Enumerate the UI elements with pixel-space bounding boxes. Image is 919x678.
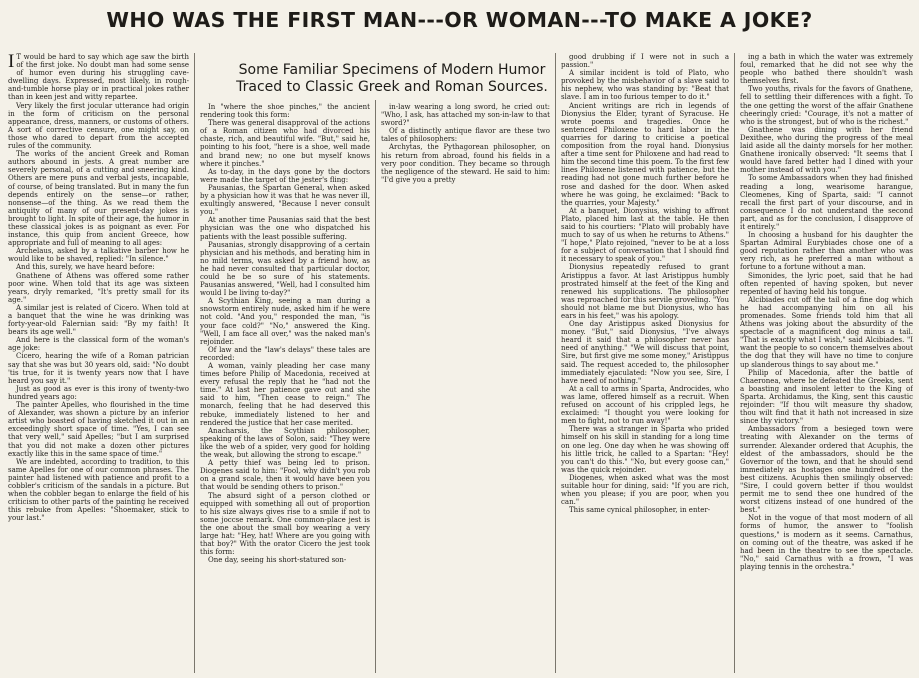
paragraph: At a banquet, Dionysius, wishing to affront Plato, placed him last at the table. He then said to his courtiers: "Plato will probably have much to say of us when he returns to Athens." "I hope," Plato rejoined, "never to be at a loss for a subject of conversation that I should find it necessary to speak of you."	[561, 206, 729, 264]
paragraph: in-law wearing a long sword, he cried out: "Who, I ask, has attached my son-in-law to that sword?"	[381, 103, 550, 128]
article-column-1	[8, 53, 189, 674]
paragraph: At another time Pausanias said that the best physician was the one who dispatched his patients with the least possible suffering.	[200, 216, 370, 241]
article-column-4	[561, 53, 729, 674]
paragraph: We are indebted, according to tradition, to this same Apelles for one of our common phrases. The painter had listened with patience and profit to a cobbler's criticism of the sandals in a picture. But when the cobbler began to enlarge the field of his criticism to other parts of the painting he received this rebuke from Apelles: "Shoemaker, stick to your last."	[8, 457, 189, 523]
paragraph: To some Ambassadors when they had finished reading a long, wearisome harangue, Cleomenes, King of Sparta, said: "I cannot recall the first part of your discourse, and in consequence I do not understand the second part, and as for the conclusion, I disapprove of it entirely."	[740, 174, 913, 231]
paragraph: There was a stranger in Sparta who prided himself on his skill in standing for a long time on one leg. One day when he was showing off his little trick, he called to a Spartan: "Hey! you can't do this." "No, but every goose can," was the quick rejoinder.	[561, 425, 729, 474]
paragraph: Archytas, the Pythagorean philosopher, on his return from abroad, found his fields in a very poor condition. They became so through the negligence of the steward. He said to him: "I'd give you a pretty	[381, 143, 550, 184]
paragraph: At a call to arms in Sparta, Androcides, who was lame, offered himself as a recruit. When refused on account of his crippled legs, he exclaimed: "I thought you were looking for men to fight, not to run away!"	[561, 384, 729, 426]
paragraph: Ambassadors from a besieged town were treating with Alexander on the terms of surrender. Alexander ordered that Acuphis, the eldest of the ambassadors, should be the Governor of the town, and that he should send immediately as hostages one hundred of the best citizens. Acuphis then smilingly observed: "Sire, I could govern better if thou wouldst permit me to send thee one hundred of the worst citizens instead of one hundred of the best."	[740, 425, 913, 515]
paragraph: Alcibiades cut off the tail of a fine dog which he had accompanying him on all his promenades. Some friends told him that all Athens was joking about the absurdity of the spectacle of a magnificent dog minus a tail. "That is exactly what I wish," said Alcibiades. "I want the people to so concern themselves about the dog that they will have no time to conjure up slanderous things to say about me."	[740, 295, 913, 369]
column-rule	[194, 53, 195, 673]
paragraph: The painter Apelles, who flourished in the time of Alexander, was shown a picture by an inferior artist who boasted of having sketched it out in an exceedingly short space of time. "Yes, I can see that very well," said Apelles; "but I am surprised that you did not make a dozen other pictures exactly like this in the same space of time."	[8, 401, 189, 458]
paragraph: There was general disapproval of the actions of a Roman citizen who had divorced his chaste, rich, and beautiful wife. "But," said he, pointing to his foot, "here is a shoe, well made and brand new; no one but myself knows where it pinches."	[200, 119, 370, 168]
article-column-2	[200, 103, 370, 674]
paragraph: A petty thief was being led to prison. Diogenes said to him: "Fool, why didn't you rob on a grand scale, then it would have been you that would be sending others to prison."	[200, 459, 370, 492]
paragraph: One day Aristippus asked Dionysius for money. "But," said Dionysius, "I've always heard it said that a philosopher never has need of anything." "We will discuss that point, Sire, but first give me some money," Aristippus said. The request acceded to, the philosopher immediately ejaculated: "Now you see, Sire, I have need of nothing."	[561, 320, 729, 385]
paragraph: Ancient writings are rich in legends of Dionysius the Elder, tyrant of Syracuse. He wrote poems and tragedies. Once he sentenced Philoxene to hard labor in the quarries for daring to criticise a poetical composition from the royal hand. Dionysius after a time sent for Philoxene and had read to him the second time this poem. To the first few lines Philoxene listened with patience, but the reading had not gone much further before he rose and dashed for the door. When asked where he was going, he exclaimed: "Back to the quarries, your Majesty."	[561, 101, 729, 207]
paragraph: A woman, vainly pleading her case many times before Philip of Macedonia, received at every refusal the reply that he "had not the time." At last her patience gave out and she said to him, "Then cease to reign." The monarch, feeling that he had deserved this rebuke, immediately listened to her and rendered the justice that her case merited.	[200, 362, 370, 427]
paragraph: In choosing a husband for his daughter the Spartan Admiral Eurybiades chose one of a good reputation rather than another who was very rich, as he preferred a man without a fortune to a fortune without a man.	[740, 231, 913, 272]
paragraph: Gnathene was dining with her friend Dexithee, who during the progress of the meal laid aside all the dainty morsels for her mother. Gnathene ironically observed: "It seems that I would have fared better had I dined with your mother instead of with you."	[740, 125, 913, 175]
lead-paragraph	[8, 53, 189, 102]
paragraph: A Scythian King, seeing a man during a snowstorm entirely nude, asked him if he were not cold. "And you," responded the man, "is your face cold?" "No," answered the King. "Well, I am face all over," was the naked man's rejoinder.	[200, 297, 370, 346]
article-headline: WHO WAS THE FIRST MAN---OR WOMAN---TO MAKE A JOKE?	[106, 8, 813, 32]
paragraph: Pausanias, the Spartan General, when asked by a physician how it was that he was never ill, exultingly answered, "Because I never consult you."	[200, 183, 370, 217]
paragraph: Very likely the first jocular utterance had origin in the form of criticism on the personal appearance, dress, manners, or customs of others. A sort of corrective censure, one might say, on those who dared to depart from the accepted rules of the community.	[8, 101, 189, 151]
paragraph: In "where the shoe pinches," the ancient rendering took this form:	[200, 103, 370, 120]
column-rule	[555, 53, 556, 673]
paragraph: Diogenes, when asked what was the most suitable hour for dining, said: "If you are rich, when you please; if you are poor, when you can."	[561, 473, 729, 507]
paragraph: Dionysius repeatedly refused to grant Aristippus a favor. At last Aristippus humbly prostrated himself at the feet of the King and renewed his supplications. The philosopher was reproached for this servile groveling. "You should not blame me but Dionysius, who has ears in his feet," was his apology.	[561, 263, 729, 320]
article-column-3	[381, 103, 550, 674]
paragraph: This same cynical philosopher, in enter-	[569, 506, 711, 515]
paragraph: ing a bath in which the water was extremely foul, remarked that he did not see why the people who bathed there shouldn't wash themselves first.	[740, 53, 913, 86]
article-subheadline: Some Familiar Specimens of Modern Humor Traced to Classic Greek and Roman Sources.	[236, 62, 548, 95]
paragraph: A similar incident is told of Plato, who provoked by the misbehavior of a slave said to his nephew, who was standing by: "Beat that slave. I am in too furious temper to do it."	[561, 69, 729, 102]
paragraph: Not in the vogue of that most modern of all forms of humor, the answer to "foolish questions," is modern as it seems. Carnathus, on coming out of the theatre, was asked if he had been in the theatre to see the spectacle. "No," said Carnathus with a frown, "I was playing tennis in the orchestra."	[740, 514, 913, 571]
paragraph: Archelaus, asked by a talkative barber how he would like to be shaved, replied: "In silence."	[8, 247, 189, 264]
paragraph: One day, seeing his short-statured son-	[208, 556, 347, 565]
paragraph: Two youths, rivals for the favors of Gnathene, fell to settling their differences with a fight. To the one getting the worst of the affair Gnathene cheeringly cried: "Courage, it's not a matter of who is the strongest, but of who is the richest."	[740, 85, 913, 126]
paragraph: And here is the classical form of the woman's age joke:	[8, 336, 189, 353]
paragraph: Of a distinctly antique flavor are these two tales of philosophers:	[381, 127, 550, 144]
drop-cap: I	[8, 53, 15, 72]
paragraph: And this, surely, we have heard before:	[16, 263, 155, 272]
paragraph: A similar jest is related of Cicero. When told at a banquet that the wine he was drinking was forty-year-old Falernian said: "By my faith! It bears its age well."	[8, 303, 189, 337]
paragraph: Simonides, the lyric poet, said that he had often repented of having spoken, but never repented of having held his tongue.	[740, 271, 913, 296]
paragraph: The works of the ancient Greek and Roman authors abound in jests. A great number are severely personal, of a cutting and sneering kind. Others are mere puns and verbal jests, incapable, of course, of being translated. But in many the fun depends entirely on the sense—or rather, nonsense—of the thing. As we read them the antiquity of many of our present-day jokes is brought to light. In spite of their age, the humor in these classical jokes is as poignant as ever. For instance, this quip from ancient Greece, how appropriate and full of meaning to all ages:	[8, 150, 189, 248]
article-column-5	[740, 53, 913, 674]
paragraph: Philip of Macedonia, after the battle of Chaeronea, where he defeated the Greeks, sent a boasting and insolent letter to the King of Sparta. Archidamus, the King, sent this caustic rejoinder: "If thou wilt measure thy shadow, thou wilt find that it hath not increased in size since thy victory."	[740, 368, 913, 426]
column-rule	[375, 100, 376, 673]
paragraph: Cicero, hearing the wife of a Roman patrician say that she was but 30 years old, said: "No doubt 'tis true, for it is twenty years now that I have heard you say it."	[8, 352, 189, 385]
paragraph: Anacharsis, the Scythian philosopher, speaking of the laws of Solon, said: "They were like the web of a spider, very good for holding the weak, but allowing the strong to escape."	[200, 426, 370, 460]
paragraph: The absurd sight of a person clothed or equipped with something all out of proportion to his size always gives rise to a smile if not to some joccse remark. One common-place jest is the one about the small boy wearing a very large hat: "Hey, hat! Where are you going with that boy?" With the orator Cicero the jest took this form:	[200, 491, 370, 557]
paragraph: Just as good as ever is this irony of twenty-two hundred years ago:	[8, 384, 189, 401]
paragraph: As to-day, in the days gone by the doctors were made the target of the jester's fling:	[200, 167, 370, 184]
paragraph: Gnathene of Athens was offered some rather poor wine. When told that its age was sixteen years, dryly remarked, "It's pretty small for its age."	[8, 271, 189, 304]
lead-text: T would be hard to say which age saw the birth of the first joke. No doubt man had some sense of humor even during his struggling cave-dwelling days. Expressed, most likely, in rough-and-tumble horse play or in practical jokes rather than in keen jest and witty repartee.	[8, 53, 189, 102]
paragraph: Of law and the "law's delays" these tales are recorded:	[200, 345, 370, 362]
paragraph: good drubbing if I were not in such a passion."	[561, 53, 729, 70]
paragraph: Pausanias, strongly disapproving of a certain physician and his methods, and berating him in no mild terms, was asked by a friend how, as he had never consulted that particular doctor, could he be so sure of his statements. Pausanias answered, "Well, had I consulted him would I be living to-day?"	[200, 240, 370, 298]
column-rule	[734, 53, 735, 673]
